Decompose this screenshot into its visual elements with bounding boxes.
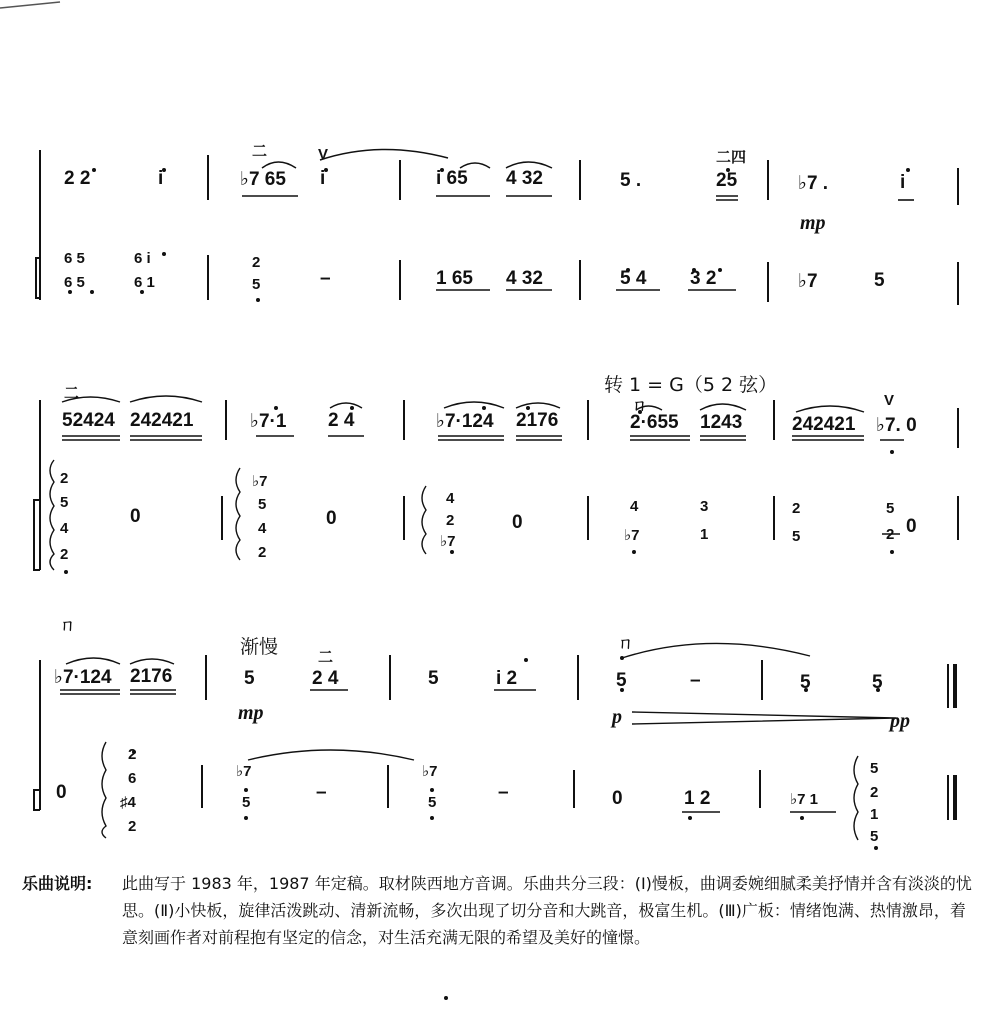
- bowing-mark: 二: [252, 143, 268, 160]
- note-group: ♭7 1: [790, 791, 818, 808]
- note: 5: [428, 668, 439, 689]
- note-group: 2176: [130, 666, 173, 687]
- piece-notes: [22, 870, 982, 947]
- note-group: ♭7·1: [250, 411, 287, 432]
- note: 5: [616, 670, 627, 691]
- note: 5: [252, 276, 261, 293]
- note-group: 1 65: [436, 268, 473, 289]
- key-change-label: 转 1 = G（5 2 弦）: [604, 374, 778, 396]
- chord-note: 2: [446, 512, 455, 529]
- note: i: [158, 168, 164, 189]
- chord-note: ♭7: [440, 533, 456, 550]
- chord-note: 5: [258, 496, 267, 513]
- chord-note: 1: [870, 806, 879, 823]
- note-group: 6 1: [134, 274, 155, 291]
- chord-note: 2: [128, 818, 137, 835]
- note: 5: [874, 270, 885, 291]
- chord-note: 5: [60, 494, 69, 511]
- note-group: 3 2: [690, 268, 717, 289]
- note: ♭7: [236, 763, 252, 780]
- note: 5: [244, 668, 255, 689]
- chord-note: 4: [60, 520, 69, 537]
- note: 5: [886, 500, 895, 517]
- note-group: 1243: [700, 412, 743, 433]
- sustain-dash: –: [690, 670, 701, 691]
- rest: 0: [130, 506, 141, 527]
- note: 5: [872, 672, 883, 693]
- note-group: 5 .: [620, 170, 642, 191]
- chord-note: 2: [258, 544, 267, 561]
- chord-note: 2: [60, 470, 69, 487]
- note-group: i 2: [496, 668, 518, 689]
- tempo-marking: 渐慢: [240, 636, 279, 658]
- note-group: 242421: [130, 410, 194, 431]
- note-group: 5 4: [620, 268, 647, 289]
- note-group: 52424: [62, 410, 115, 431]
- bowing-mark: 二: [318, 649, 334, 666]
- note: 2: [252, 254, 261, 271]
- note: ♭7: [422, 763, 438, 780]
- note-group: ♭7 65: [240, 169, 286, 190]
- note: 5: [792, 528, 801, 545]
- note-group: 4 32: [506, 268, 543, 289]
- chord-note: 4: [258, 520, 267, 537]
- note-group: 25: [716, 170, 738, 191]
- rest: 0: [612, 788, 623, 809]
- bowing-mark: 二: [64, 385, 80, 402]
- note-group: 6 5: [64, 274, 85, 291]
- sustain-dash: –: [498, 782, 509, 803]
- dynamic-mark: pp: [890, 710, 910, 732]
- note: 5: [800, 672, 811, 693]
- dynamic-mark: p: [612, 706, 622, 728]
- note-group: 6 i: [134, 250, 151, 267]
- note: ♭7: [798, 271, 818, 292]
- sustain-dash: –: [316, 782, 327, 803]
- note-group: 2 4: [328, 410, 355, 431]
- bowing-mark: ㄇ: [60, 617, 76, 634]
- note-group: ♭7·124: [436, 411, 494, 432]
- note: 2: [792, 500, 801, 517]
- note-group: 242421: [792, 414, 856, 435]
- note: 2: [886, 526, 895, 543]
- note: 1: [700, 526, 709, 543]
- chord-note: 5: [870, 760, 879, 777]
- note-group: 2 4: [312, 668, 339, 689]
- chord-note: ♭7: [252, 473, 268, 490]
- note-group: 4 32: [506, 168, 543, 189]
- note: 5: [242, 794, 251, 811]
- rest: 0: [906, 516, 917, 537]
- bowing-mark: 二四: [716, 149, 747, 166]
- note: 4: [630, 498, 639, 515]
- note-group: 2 2: [64, 168, 91, 189]
- bowing-mark: ㄇ: [632, 397, 648, 414]
- chord-note: 5: [870, 828, 879, 845]
- note: 5: [428, 794, 437, 811]
- note: 3: [700, 498, 709, 515]
- note: i: [900, 172, 906, 193]
- chord-note: 4: [446, 490, 455, 507]
- note-group: 1 2: [684, 788, 711, 809]
- chord-note: 6: [128, 770, 137, 787]
- chord-note: 2: [128, 746, 137, 763]
- accent-mark: V: [884, 392, 895, 409]
- sustain-dash: –: [320, 268, 331, 289]
- chord-note: 2: [60, 546, 69, 563]
- note-group: ♭7·124: [54, 667, 112, 688]
- chord-note: ♯4: [120, 794, 136, 811]
- rest: 0: [512, 512, 523, 533]
- note-group: 6 5: [64, 250, 85, 267]
- note-group: 2·655: [630, 412, 679, 433]
- chord-note: 2: [870, 784, 879, 801]
- accent-mark: V: [318, 146, 329, 163]
- note-group: ♭7. 0: [876, 415, 917, 436]
- note-group: ♭7 .: [798, 173, 829, 194]
- dynamic-mark: mp: [800, 212, 826, 234]
- note-group: 2176: [516, 410, 559, 431]
- bowing-mark: ㄇ: [618, 635, 634, 652]
- dynamic-mark: mp: [238, 702, 264, 724]
- notes-heading: 乐曲说明:: [22, 874, 93, 893]
- note: ♭7: [624, 527, 640, 544]
- note-group: i 65: [436, 168, 468, 189]
- rest: 0: [326, 508, 337, 529]
- notes-body: 此曲写于 1983 年，1987 年定稿。取材陕西地方音调。乐曲共分三段：(Ⅰ)慢板，曲调委婉细腻柔美抒情并含有淡淡的忧思。(Ⅱ)小快板，旋律活泼跳动、清新流畅，多次出现了切分音和大跳音，极富生机。(Ⅲ)广板：情绪饱满、热情激昂，着意刻画作者对前程抱有坚定的信念，对生活充满无限的希望及美好的憧憬。: [122, 874, 972, 947]
- rest: 0: [56, 782, 67, 803]
- note: i: [320, 168, 326, 189]
